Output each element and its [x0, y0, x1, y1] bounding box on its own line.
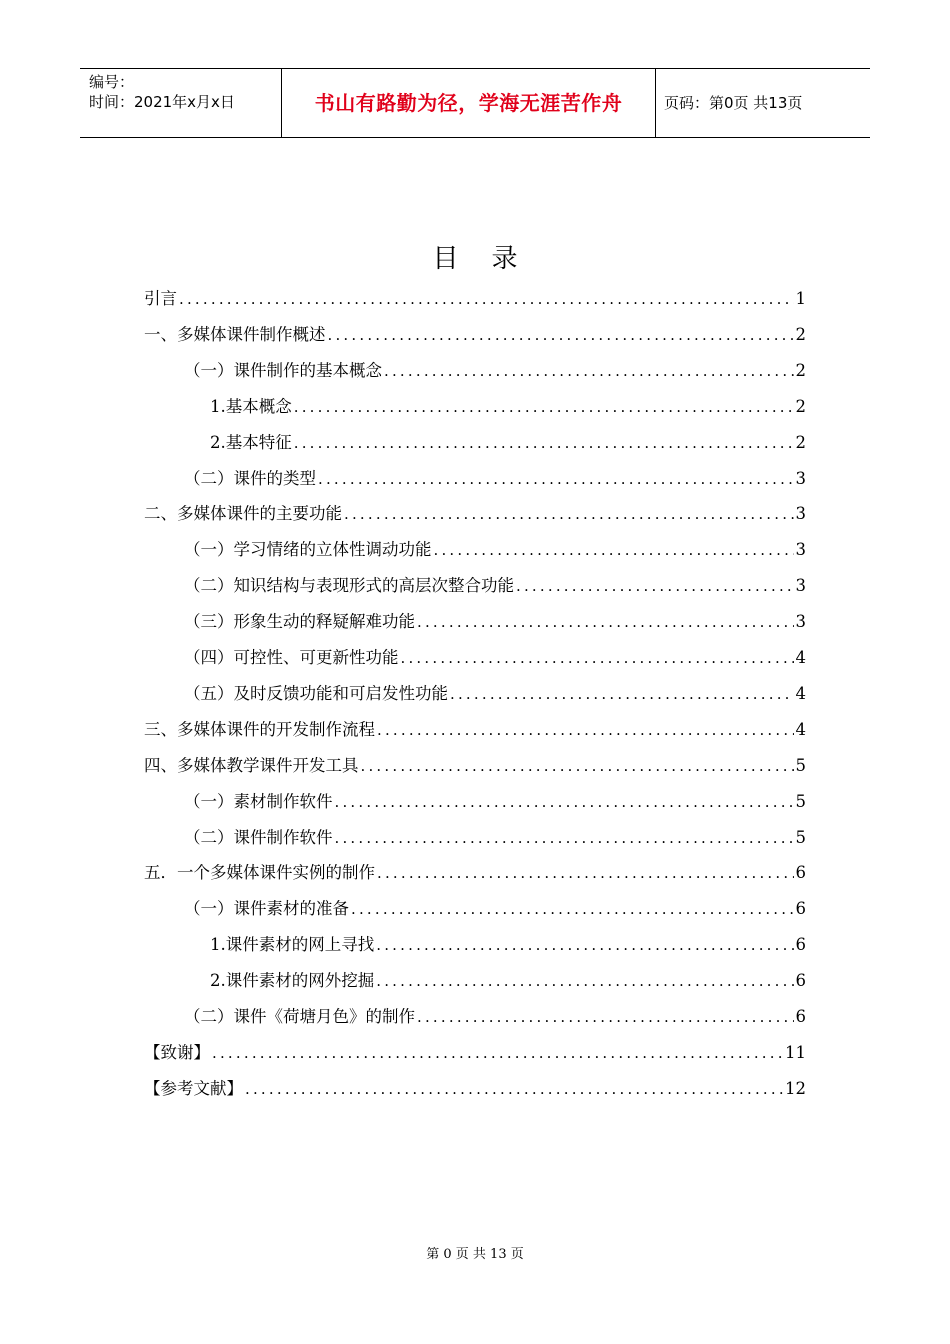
toc-entry-title: （三）形象生动的释疑解难功能 — [184, 612, 415, 632]
toc-entry[interactable] — [184, 607, 806, 633]
toc-entry-page: 6 — [795, 863, 806, 883]
toc-entry-title: （一）课件素材的准备 — [184, 899, 349, 919]
toc-entry[interactable] — [144, 499, 806, 525]
toc-entry-title: 引言 — [144, 289, 177, 308]
header-page-cell — [655, 69, 870, 137]
toc-entry-page: 1 — [795, 289, 806, 308]
toc-entry-page: 4 — [795, 719, 806, 739]
toc-dot-leader — [450, 683, 794, 705]
toc-entry-page: 3 — [795, 612, 806, 632]
toc-dot-leader — [344, 503, 794, 525]
document-date-label: 时间：2021年x月x日 — [89, 93, 235, 111]
toc-dot-leader — [516, 575, 794, 597]
toc-dot-leader — [351, 898, 794, 920]
toc-entry-title: （一）课件制作的基本概念 — [184, 360, 382, 380]
toc-entry[interactable] — [184, 643, 806, 669]
toc-entry-page: 6 — [795, 935, 806, 955]
toc-dot-leader — [294, 396, 794, 418]
toc-entry-page: 3 — [795, 576, 806, 596]
toc-entry[interactable] — [144, 1038, 806, 1064]
toc-entry[interactable] — [184, 787, 806, 813]
header-page-number: 页码：第0页 共13页 — [664, 94, 803, 112]
toc-entry-title: （二）知识结构与表现形式的高层次整合功能 — [184, 576, 514, 596]
toc-title: 目 录 — [432, 244, 518, 274]
toc-dot-leader — [376, 934, 793, 956]
toc-dot-leader — [361, 755, 794, 777]
toc-entry[interactable] — [184, 1002, 806, 1028]
toc-entry[interactable] — [184, 571, 806, 597]
toc-entry-page: 3 — [795, 540, 806, 560]
toc-entry-title: 【致谢】 — [144, 1042, 210, 1062]
toc-entry[interactable] — [210, 966, 806, 992]
toc-dot-leader — [434, 539, 794, 561]
toc-entry-page: 2 — [795, 360, 806, 380]
toc-entry-page: 2 — [795, 396, 806, 416]
toc-dot-leader — [417, 1006, 794, 1028]
toc-entry-page: 3 — [795, 504, 806, 524]
toc-dot-leader — [335, 827, 794, 849]
toc-entry-title: （一）学习情绪的立体性调动功能 — [184, 540, 432, 560]
toc-entry[interactable] — [144, 284, 806, 310]
document-header — [80, 68, 870, 138]
toc-entry[interactable] — [210, 930, 806, 956]
toc-entry-page: 12 — [785, 1078, 806, 1098]
toc-entry-title: 二、多媒体课件的主要功能 — [144, 504, 342, 524]
toc-dot-leader — [376, 970, 793, 992]
toc-entry[interactable] — [144, 320, 806, 346]
header-motto: 书山有路勤为径，学海无涯苦作舟 — [314, 91, 623, 115]
toc-dot-leader — [294, 432, 794, 454]
toc-dot-leader — [335, 791, 794, 813]
toc-entry-title: 2.基本特征 — [210, 432, 292, 452]
toc-entry-title: 三、多媒体课件的开发制作流程 — [144, 719, 375, 739]
toc-entry-page: 6 — [795, 971, 806, 991]
toc-entry-title: 1.基本概念 — [210, 396, 292, 416]
toc-entry-title: （五）及时反馈功能和可启发性功能 — [184, 683, 448, 703]
toc-entry[interactable] — [144, 751, 806, 777]
toc-dot-leader — [212, 1042, 783, 1064]
toc-dot-leader — [384, 360, 794, 382]
toc-dot-leader — [417, 611, 794, 633]
toc-entry[interactable] — [184, 823, 806, 849]
toc-entry-title: 五．一个多媒体课件实例的制作 — [144, 863, 375, 883]
toc-dot-leader — [377, 719, 794, 741]
toc-entry-page: 2 — [795, 324, 806, 344]
toc-entry-title: （一）素材制作软件 — [184, 791, 333, 811]
toc-entry[interactable] — [184, 535, 806, 561]
toc-dot-leader — [179, 288, 794, 310]
toc-entry-page: 5 — [795, 791, 806, 811]
toc-entry-title: 【参考文献】 — [144, 1078, 243, 1098]
toc-entry-page: 5 — [795, 827, 806, 847]
toc-dot-leader — [245, 1078, 783, 1100]
toc-entry[interactable] — [184, 894, 806, 920]
toc-entry-page: 11 — [785, 1042, 806, 1062]
toc-dot-leader — [401, 647, 794, 669]
toc-entry-title: （四）可控性、可更新性功能 — [184, 648, 399, 667]
page-footer: 第 0 页 共 13 页 — [426, 1247, 524, 1262]
toc-entry-title: （二）课件制作软件 — [184, 827, 333, 847]
toc-entry-page: 6 — [795, 1007, 806, 1026]
toc-entry[interactable] — [184, 356, 806, 382]
toc-entry-page: 3 — [795, 468, 806, 488]
toc-entry-page: 5 — [795, 755, 806, 775]
toc-entry[interactable] — [184, 679, 806, 705]
toc-entry[interactable] — [210, 428, 806, 454]
toc-dot-leader — [377, 862, 794, 884]
toc-entry-page: 6 — [795, 899, 806, 919]
toc-entry[interactable] — [184, 464, 806, 490]
header-motto-cell — [281, 69, 656, 137]
toc-entry[interactable] — [210, 392, 806, 418]
toc-dot-leader — [318, 468, 794, 490]
toc-entry-title: （二）课件的类型 — [184, 468, 316, 488]
toc-entry-page: 4 — [795, 648, 806, 667]
header-info-cell — [80, 69, 281, 137]
toc-entry-title: 一、多媒体课件制作概述 — [144, 324, 326, 344]
toc-entry[interactable] — [144, 858, 806, 884]
toc-entry-title: 2.课件素材的网外挖掘 — [210, 971, 375, 991]
toc-entry[interactable] — [144, 715, 806, 741]
document-code-label: 编号： — [89, 73, 135, 91]
toc-dot-leader — [328, 324, 794, 346]
toc-entry[interactable] — [144, 1074, 806, 1100]
toc-entry-page: 2 — [795, 432, 806, 452]
toc-entry-title: 四、多媒体教学课件开发工具 — [144, 755, 359, 775]
toc-entry-title: （二）课件《荷塘月色》的制作 — [184, 1007, 415, 1026]
toc-entry-title: 1.课件素材的网上寻找 — [210, 935, 375, 955]
toc-entry-page: 4 — [795, 683, 806, 703]
